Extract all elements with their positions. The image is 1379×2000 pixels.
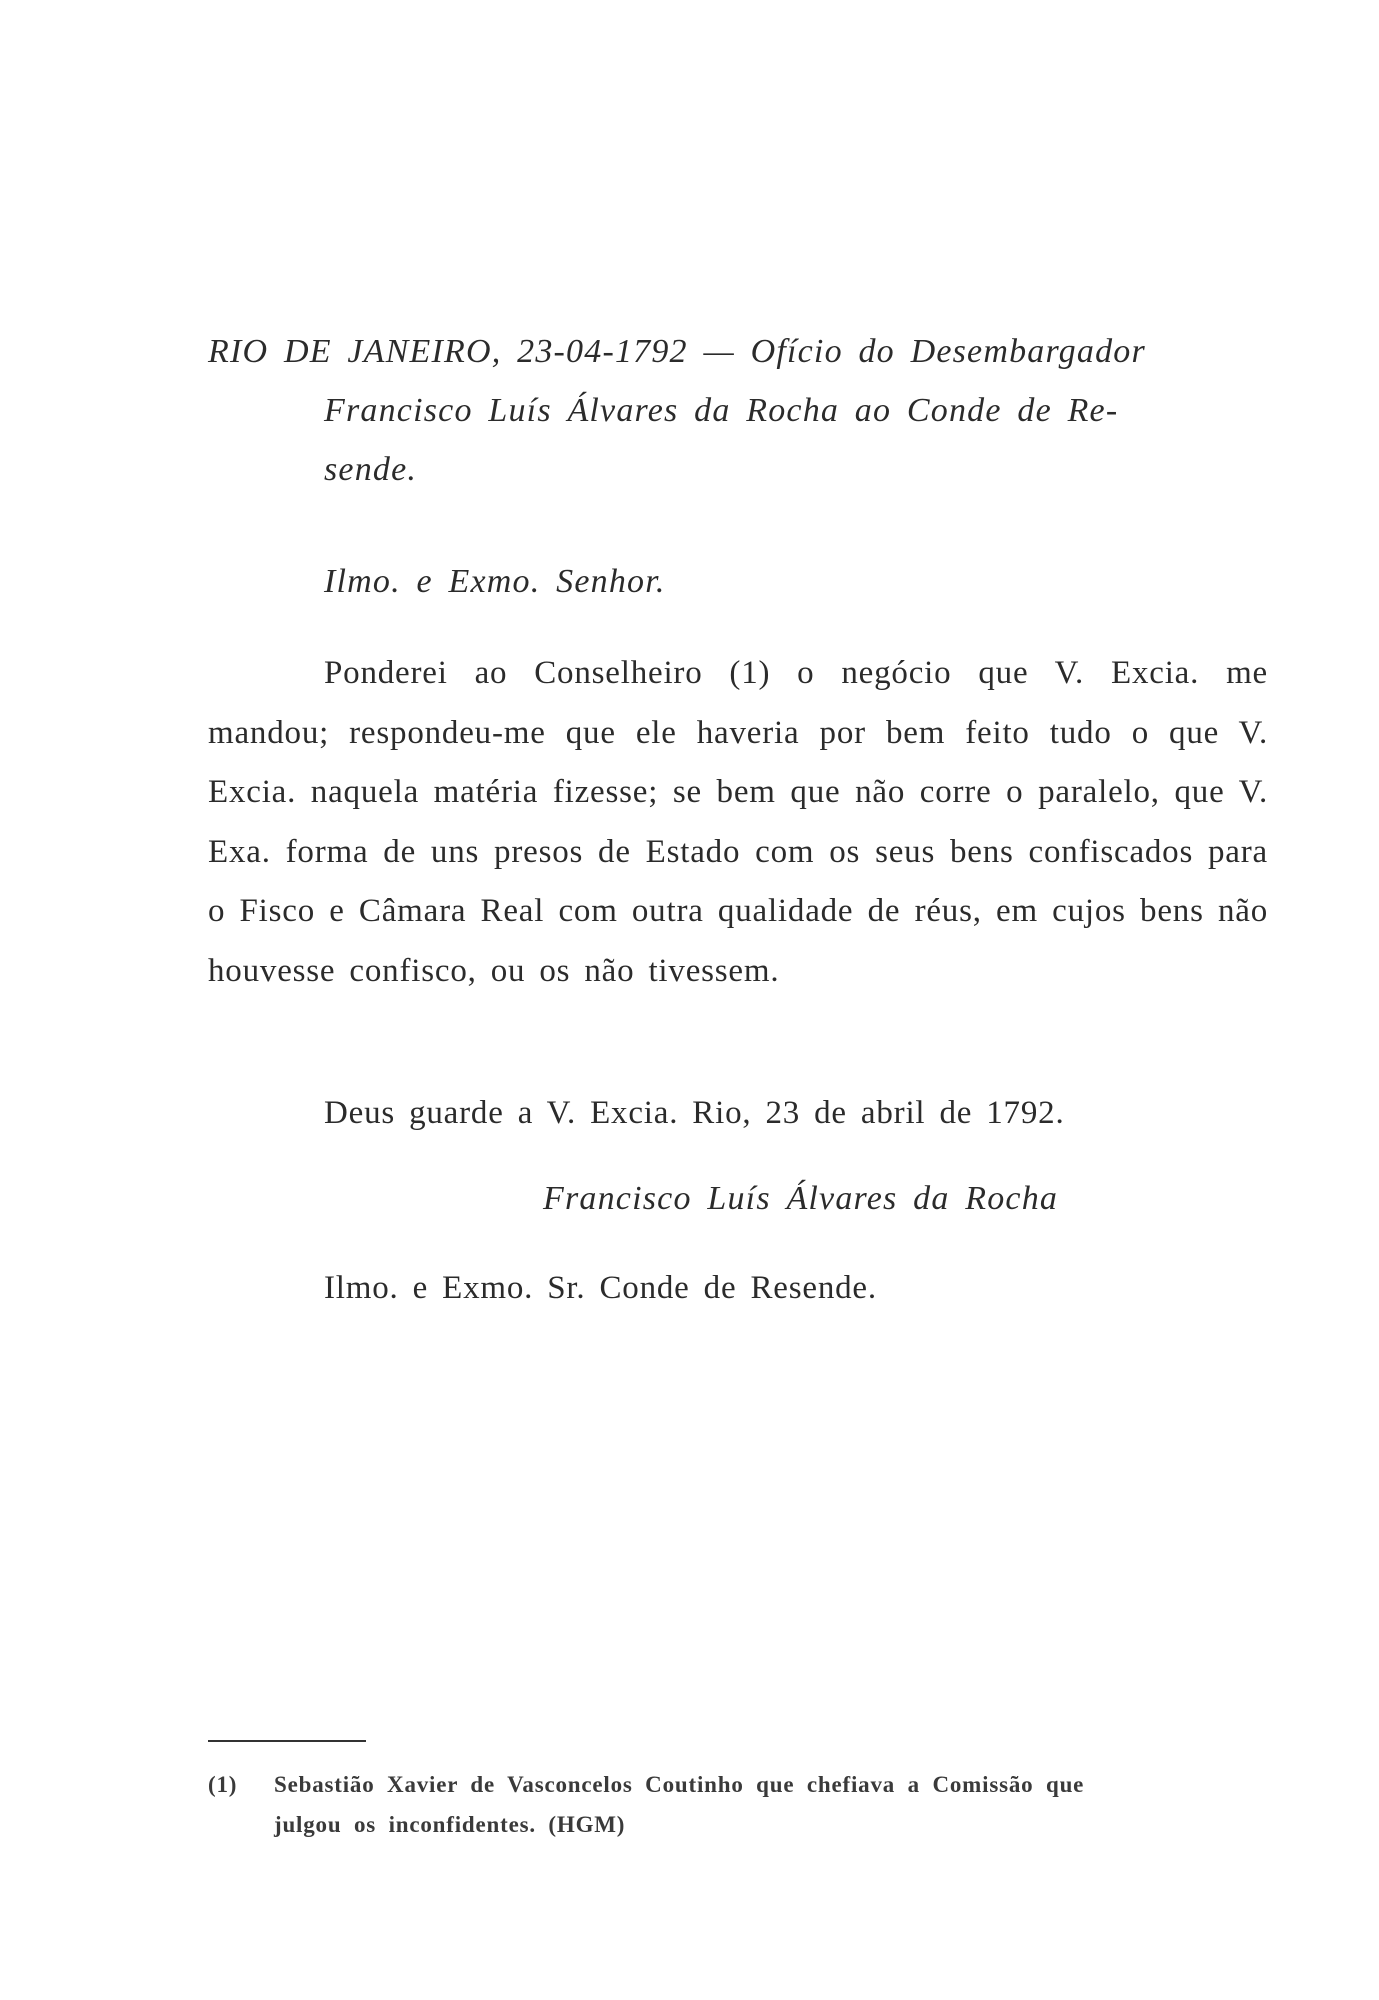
document-heading (208, 322, 1268, 499)
footnote-line-1: Sebastião Xavier de Vasconcelos Coutinho que chefiava a Comissão que (274, 1772, 1085, 1797)
footnote-marker: (1) (208, 1772, 238, 1797)
footnote-line-2: julgou os inconfidentes. (HGM) (274, 1812, 626, 1837)
salutation: Ilmo. e Exmo. Senhor. (324, 563, 666, 600)
signature: Francisco Luís Álvares da Rocha (543, 1180, 1059, 1217)
heading-line-3: sende. (324, 451, 418, 488)
heading-line-2: Francisco Luís Álvares da Rocha ao Conde de Re- (324, 392, 1119, 429)
closing-line: Deus guarde a V. Excia. Rio, 23 de abril de 1792. (324, 1095, 1065, 1131)
addressee: Ilmo. e Exmo. Sr. Conde de Resende. (324, 1270, 877, 1306)
body-paragraph: Ponderei ao Conselheiro (1) o negócio que V. Excia. me mandou; respondeu-me que ele haveria por bem feito tudo o que V. Excia. naquela matéria fizesse; se bem que não corre o paralelo, que V. Exa. forma de uns presos de Estado com os seus bens confiscados para o Fisco e Câmara Real com outra qualidade de réus, em cujos bens não houvesse confisco, ou os não tivessem. (208, 655, 1268, 989)
footnote (208, 1765, 1268, 1845)
heading-line-1: RIO DE JANEIRO, 23-04-1792 — Ofício do Desembargador (208, 333, 1146, 370)
footnote-divider (208, 1740, 366, 1742)
